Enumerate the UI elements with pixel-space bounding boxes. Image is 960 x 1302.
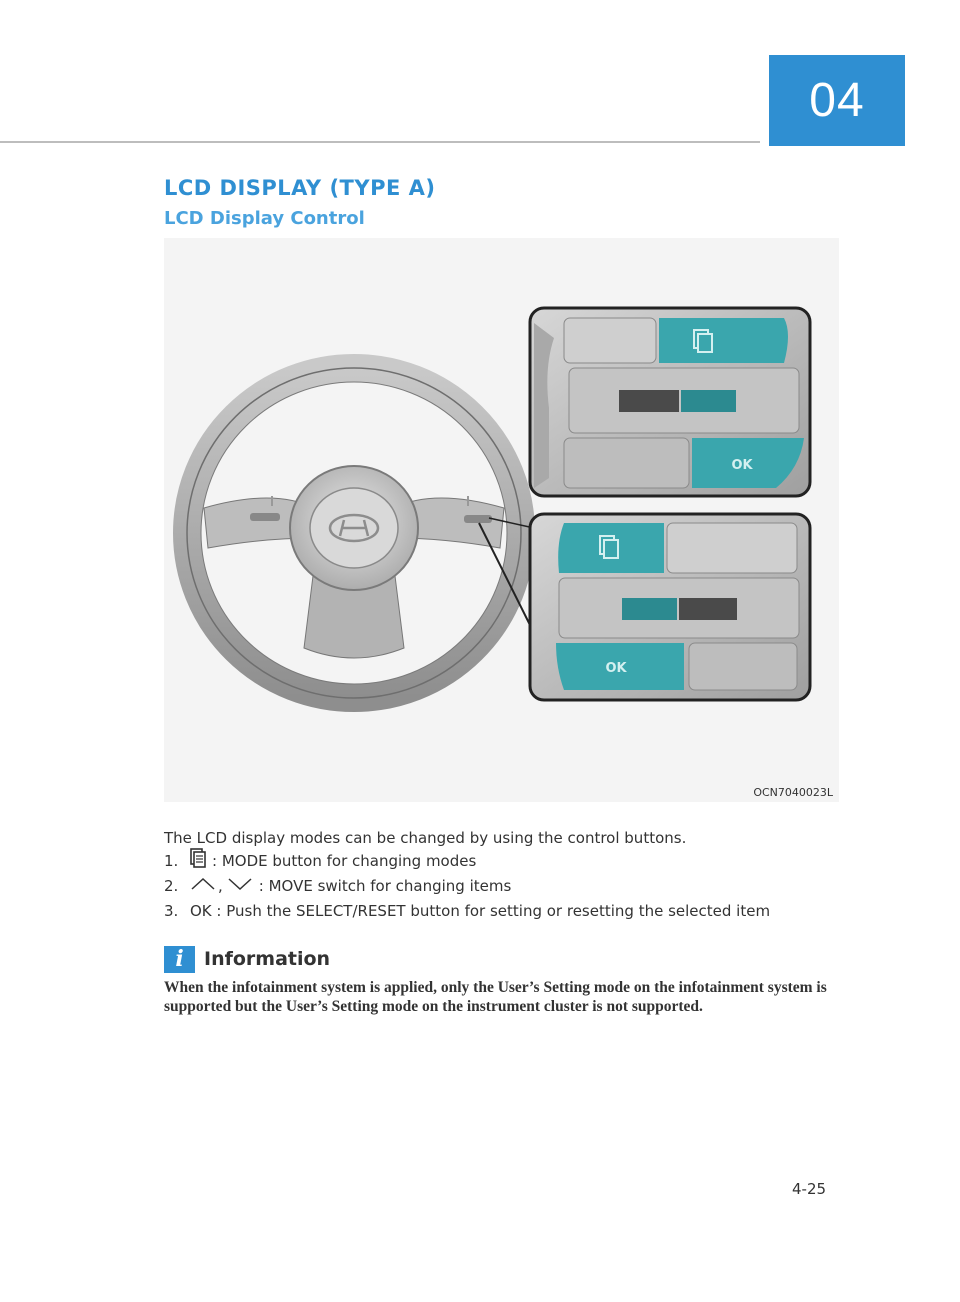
zoom-panel-top <box>530 308 810 496</box>
list-item-text: : MODE button for changing modes <box>212 852 477 870</box>
ok-button-label: OK <box>731 458 753 473</box>
list-item <box>164 899 854 924</box>
intro-text: The LCD display modes can be changed by using the control buttons. <box>164 829 687 847</box>
steering-wheel-figure <box>164 238 839 802</box>
chapter-tab: 04 <box>769 55 905 146</box>
mode-icon <box>190 848 206 876</box>
list-item-number: 2. <box>164 877 179 895</box>
information-text: When the infotainment system is applied, only the User’s Setting mode on the infotainment system is supported but the User’s Setting mode on the instrument cluster is not supported. <box>164 979 827 1015</box>
list-item-number: 3. <box>164 902 179 920</box>
info-icon: i <box>164 946 195 973</box>
list-item <box>164 849 854 874</box>
move-switch <box>619 390 679 412</box>
information-title: Information <box>204 948 331 970</box>
header-rule <box>0 141 760 143</box>
control-list <box>164 849 854 924</box>
steering-wheel <box>187 368 521 698</box>
ok-button-label: OK <box>605 661 627 676</box>
section-title: LCD DISPLAY (TYPE A) <box>164 176 436 200</box>
page-number: 4-25 <box>792 1180 827 1198</box>
mode-button <box>659 318 788 363</box>
chevron-up-icon <box>190 874 216 899</box>
subsection-title: LCD Display Control <box>164 208 365 229</box>
list-item-text: : MOVE switch for changing items <box>258 877 512 895</box>
list-item-separator: , <box>218 877 223 895</box>
list-item-text: OK : Push the SELECT/RESET button for setting or resetting the selected item <box>190 902 771 920</box>
steering-wheel-illustration <box>164 238 839 802</box>
list-item <box>164 874 854 899</box>
list-item-number: 1. <box>164 852 179 870</box>
information-header <box>164 944 844 974</box>
zoom-panel-bottom <box>530 514 810 700</box>
figure-code: OCN7040023L <box>753 786 833 799</box>
information-box <box>164 944 844 1016</box>
move-switch <box>622 598 677 620</box>
chevron-down-icon <box>227 874 253 899</box>
